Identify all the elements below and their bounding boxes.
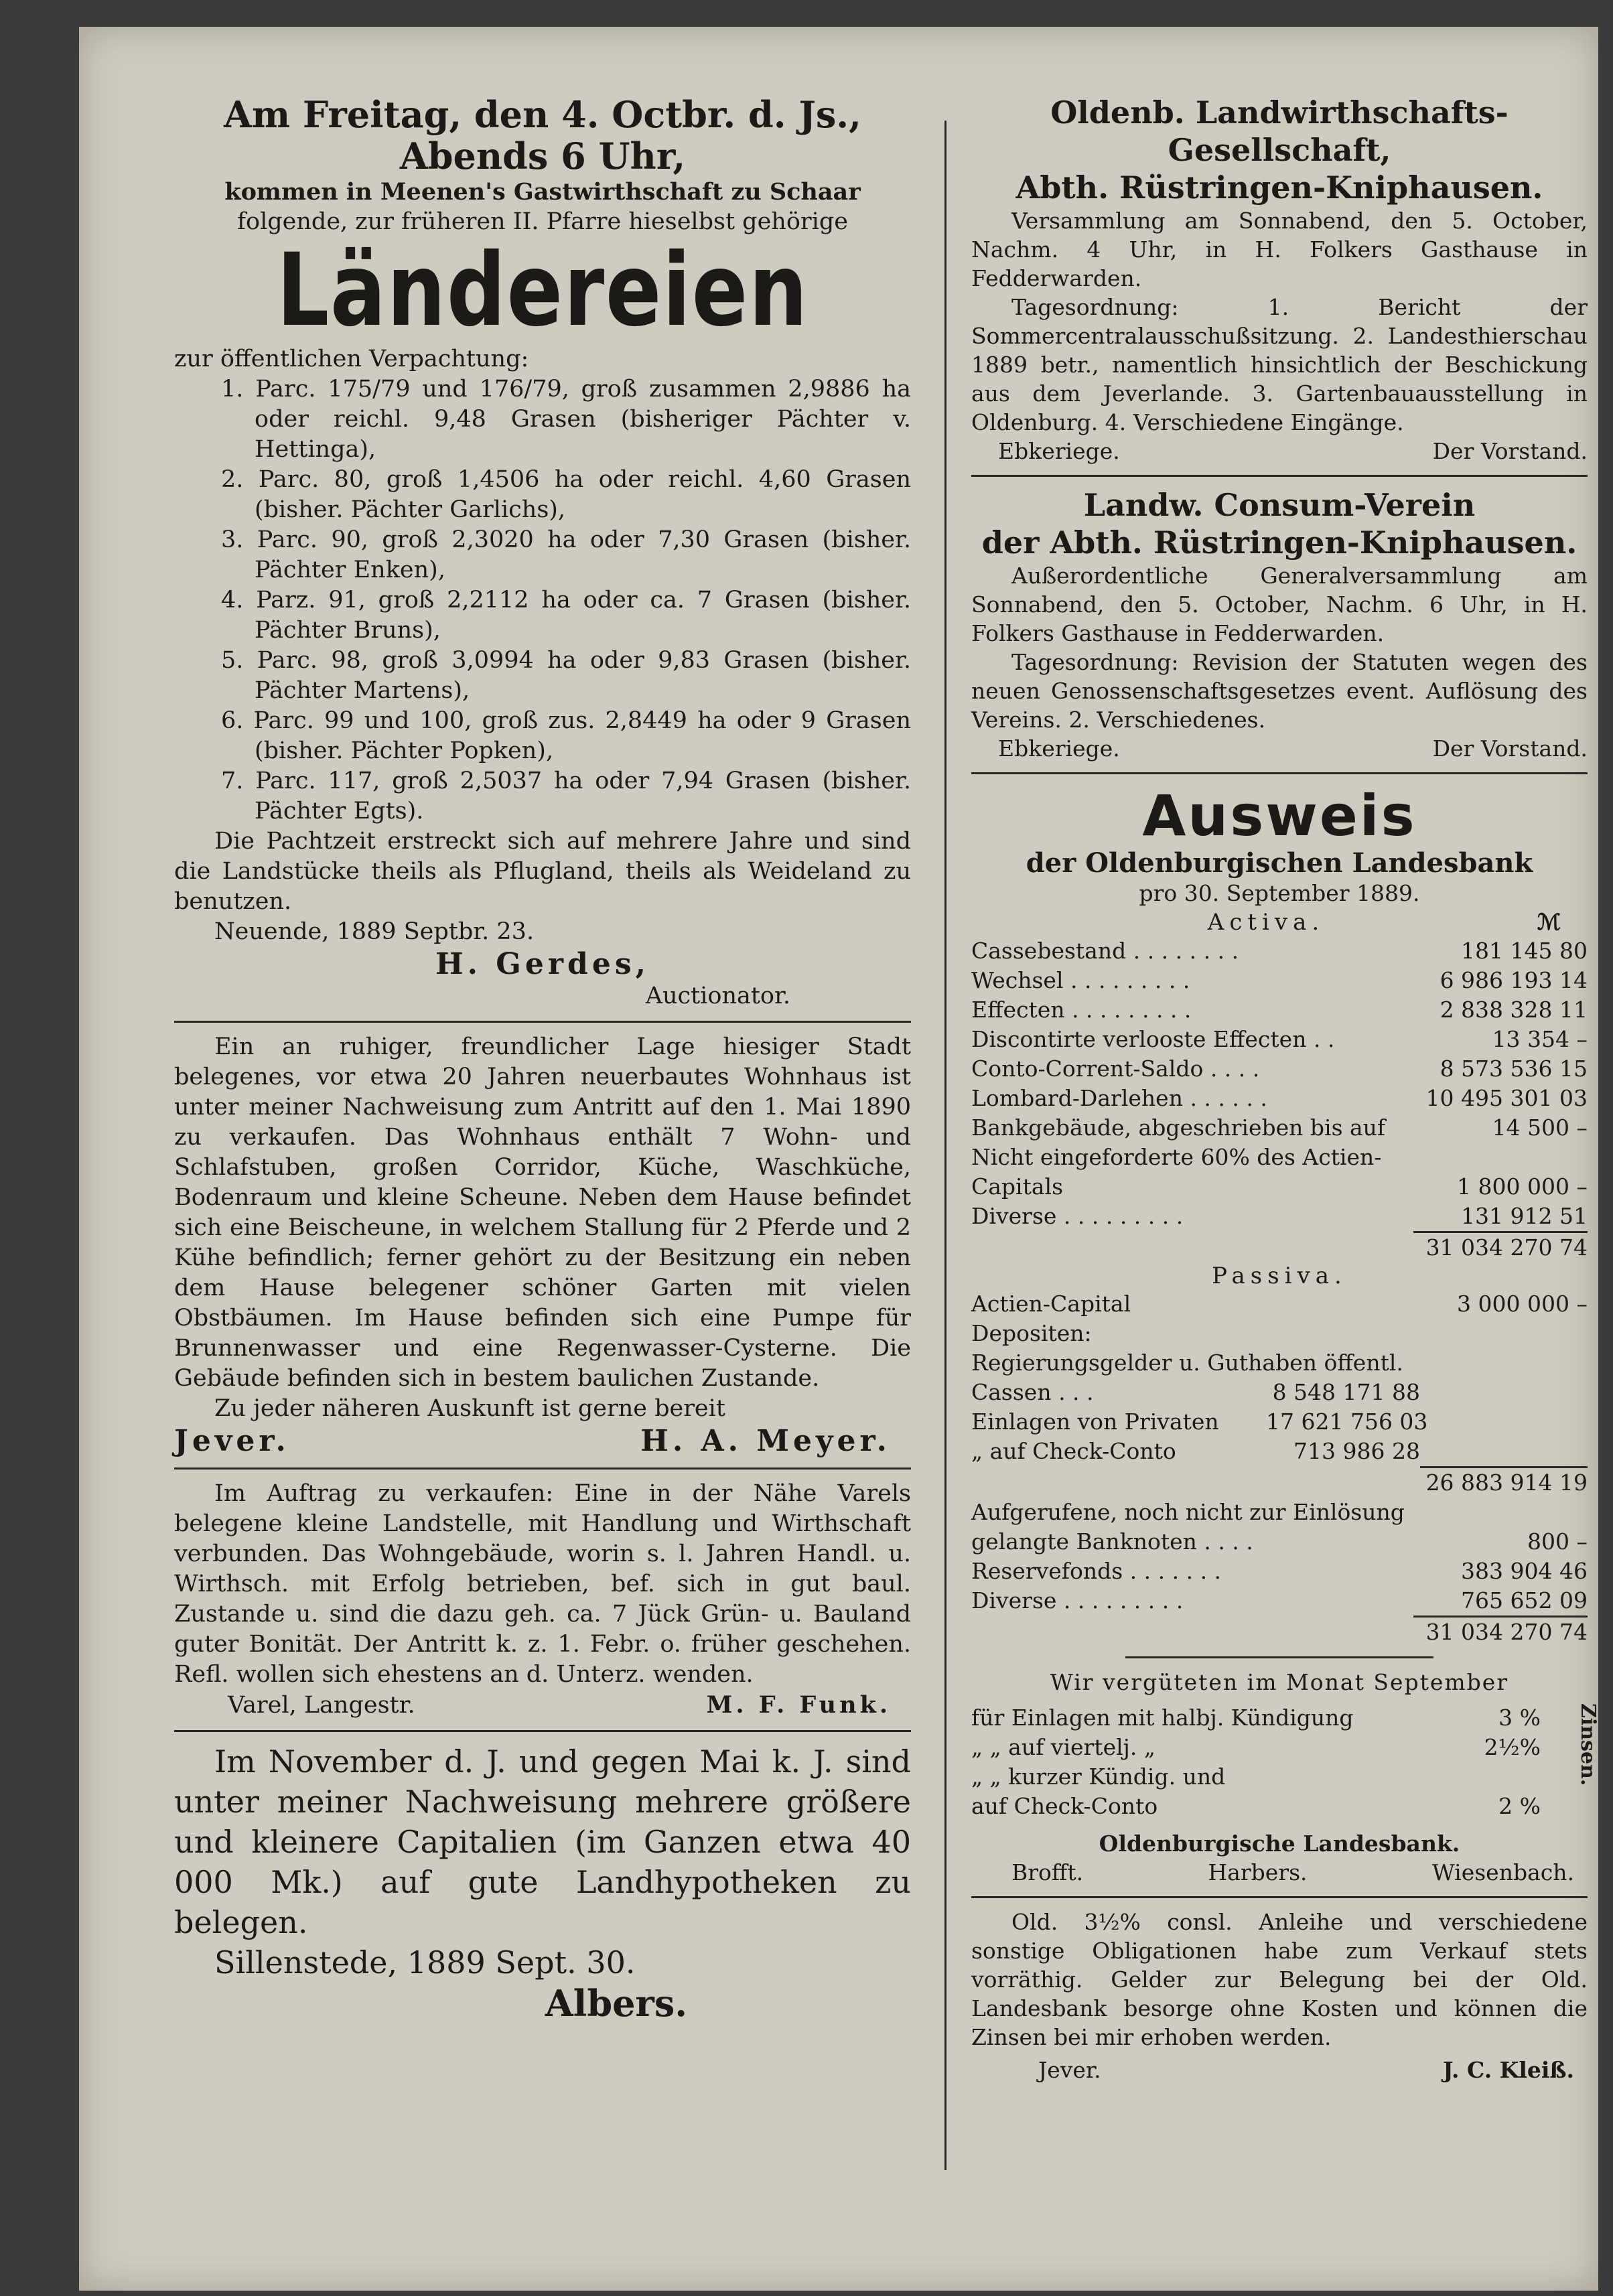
bank-signatories: [971, 1858, 1588, 1887]
row-amount: 6 986 193 14: [1440, 967, 1588, 993]
rate-value: [1467, 1762, 1541, 1792]
table-row: [971, 966, 1588, 995]
row-amount: 383 904 46: [1461, 1558, 1588, 1584]
table-row: [971, 1084, 1588, 1113]
row-amount: 800 –: [1527, 1528, 1588, 1555]
parcel-item: 7. Parc. 117, groß 2,5037 ha oder 7,94 Grasen (bisher. Pächter Egts).: [221, 768, 911, 824]
signatory-name: Wiesenbach.: [1431, 1859, 1574, 1885]
row-subamount: [1403, 1348, 1492, 1378]
ad-anleihe: [971, 1908, 1588, 2084]
table-row: [971, 1437, 1588, 1466]
ad-signer: Der Vorstand.: [1432, 735, 1588, 762]
parcel-item: 1. Parc. 175/79 und 176/79, groß zusammen 2,9886 ha oder reichl. 9,48 Grasen (bisheriger Pächter v. Hettinga),: [221, 376, 911, 463]
row-subamount: [1266, 1319, 1420, 1348]
ad-intro-line: folgende, zur früheren II. Pfarre hieselbst gehörige: [237, 208, 848, 235]
ad-headline: Ländereien: [276, 232, 809, 349]
table-row: [971, 1025, 1588, 1054]
row-subamount: [1405, 1498, 1492, 1527]
table-row: [971, 1407, 1588, 1437]
rate-row: [971, 1762, 1541, 1792]
ad-place: Ebkeriege.: [998, 735, 1120, 762]
ad-paragraph: Die Pachtzeit erstreckt sich auf mehrere Jahre und sind die Landstücke theils als Pflugland, theils als Weideland zu benutzen.: [174, 828, 911, 915]
ad-signer: H. Gerdes,: [435, 947, 650, 981]
table-row: [971, 1466, 1588, 1498]
row-label: Lombard-Darlehen . . . . . .: [971, 1085, 1267, 1111]
row-label: Diverse . . . . . . . . .: [971, 1203, 1184, 1229]
ad-signer: Der Vorstand.: [1432, 438, 1588, 464]
rate-label: „ „ kurzer Kündig. und: [971, 1764, 1226, 1790]
signatory-name: Harbers.: [1208, 1859, 1308, 1885]
ad-signer: H. A. Meyer.: [640, 1424, 891, 1458]
ad-place: Jever.: [174, 1424, 290, 1458]
table-row: [971, 1378, 1588, 1407]
table-row: [971, 1202, 1588, 1231]
row-subamount: [1266, 1466, 1420, 1498]
parcel-item: 2. Parc. 80, groß 1,4506 ha oder reichl. 4,60 Grasen (bisher. Pächter Garlichs),: [221, 466, 911, 523]
column-divider: [944, 121, 946, 2170]
rates-heading: Wir vergüteten im Monat September: [1050, 1669, 1509, 1695]
rate-value: 2½%: [1484, 1734, 1541, 1760]
row-amount: [1492, 1348, 1588, 1378]
row-subamount: [1266, 1289, 1420, 1319]
ad-place: Ebkeriege.: [998, 438, 1120, 464]
table-row: [971, 1348, 1588, 1378]
row-amount: 2 838 328 11: [1440, 997, 1588, 1023]
row-subamount: [1266, 1527, 1420, 1557]
rate-row: [971, 1703, 1541, 1733]
row-label: Effecten . . . . . . . . .: [971, 997, 1192, 1023]
ad-heading: Landw. Consum-Verein: [1083, 487, 1476, 523]
ad-wohnhaus: [174, 1032, 911, 1458]
ad-paragraph: Old. 3½% consl. Anleihe und verschiedene sonstige Obligationen habe zum Verkauf stets vorräthig. Gelder zur Belegung bei der Old. Landesbank besorge ohne Kosten und können die Zinsen bei mir erhoben werden.: [971, 1909, 1588, 2050]
table-row: [971, 1143, 1588, 1172]
row-amount: 1 800 000 –: [1457, 1173, 1588, 1200]
statement-title: Ausweis: [1142, 783, 1417, 849]
ad-place: Jever.: [1038, 2057, 1101, 2083]
ad-footer: [174, 1424, 911, 1458]
rate-label: „ „ auf viertelj. „: [971, 1734, 1155, 1760]
ad-place-date: Neuende, 1889 Septbr. 23.: [214, 918, 535, 945]
currency-label: ℳ: [1537, 909, 1561, 935]
row-label: [971, 1466, 1266, 1498]
row-amount: 131 912 51: [1461, 1203, 1588, 1229]
ad-paragraph: Versammlung am Sonnabend, den 5. October, Nachm. 4 Uhr, in H. Folkers Gasthause in Fedderwarden.: [971, 208, 1588, 291]
row-label: Wechsel . . . . . . . . .: [971, 967, 1190, 993]
table-row: [971, 1557, 1588, 1586]
ad-signer: J. C. Kleiß.: [1442, 2057, 1574, 2083]
row-label: Bankgebäude, abgeschrieben bis auf: [971, 1115, 1386, 1141]
row-amount: [1420, 1319, 1588, 1348]
row-label: Nicht eingeforderte 60% des Actien-: [971, 1144, 1382, 1170]
row-amount: 181 145 80: [1461, 938, 1588, 964]
parcel-list: [174, 374, 911, 827]
table-row: [971, 1319, 1588, 1348]
ad-footer: [971, 734, 1588, 763]
row-amount: 3 000 000 –: [1457, 1291, 1588, 1317]
ad-separator: [971, 1896, 1588, 1898]
row-amount: [1492, 1498, 1588, 1527]
ad-paragraph: Ein an ruhiger, freundlicher Lage hiesiger Stadt belegenes, vor etwa 20 Jahren neuerbautes Wohnhaus ist unter meiner Nachweisung zum Antritt auf den 1. Mai 1890 zu verkaufen. Das Wohnhaus enthält 7 Wohn- und Schlafstuben, großen Corridor, Küche, Waschküche, Bodenraum und kleine Scheune. Neben dem Hause befindet sich eine Beischeune, in welchem Stallung für 2 Pferde und 2 Kühe befindlich; ferner gehört zu der Besitzung ein neben dem Hause belegener schöner Garten mit vielen Obstbäumen. Im Hause befinden sich eine Pumpe für Brunnenwasser und eine Regenwasser-Cysterne. Die Gebäude befinden sich in bestem baulichen Zustande.: [174, 1033, 911, 1392]
ad-capitalien: [174, 1741, 911, 2024]
row-label: Conto-Corrent-Saldo . . . .: [971, 1056, 1260, 1082]
row-subamount: 8 548 171 88: [1272, 1379, 1420, 1405]
row-subamount: [1266, 1586, 1420, 1616]
table-row: [971, 936, 1588, 966]
table-row: [971, 995, 1588, 1025]
ad-consum-verein: [971, 486, 1588, 763]
row-amount: [1420, 1378, 1588, 1407]
row-subamount: 713 986 28: [1293, 1438, 1420, 1464]
statement-date: pro 30. September 1889.: [1139, 880, 1420, 906]
bank-name: Oldenburgische Landesbank.: [1099, 1831, 1460, 1857]
rate-value: 3 %: [1498, 1705, 1541, 1731]
rate-value: 2 %: [1498, 1793, 1541, 1819]
row-label: Einlagen von Privaten: [971, 1409, 1219, 1435]
ad-separator: [174, 1730, 911, 1732]
ad-footer: [971, 2056, 1588, 2084]
activa-header: [971, 908, 1588, 936]
row-label: Depositen:: [971, 1320, 1092, 1346]
statement-subtitle: der Oldenburgischen Landesbank: [1026, 847, 1533, 879]
short-rule: [1125, 1656, 1433, 1658]
parcel-item: 6. Parc. 99 und 100, groß zus. 2,8449 ha oder 9 Grasen (bisher. Pächter Popken),: [221, 707, 911, 764]
row-subamount: [1266, 1557, 1420, 1586]
ad-signer: Albers.: [545, 1982, 688, 2025]
rate-row: [971, 1733, 1541, 1762]
passiva-total: 31 034 270 74: [1413, 1616, 1588, 1647]
ad-agenda: Tagesordnung: 1. Bericht der Sommercentralausschußsitzung. 2. Landesthierschau 1889 betr., namentlich hinsichtlich der Beschickung aus dem Jeverlande. 3. Gartenbauausstellung in Oldenburg. 4. Verschiedene Eingänge.: [971, 294, 1588, 435]
ad-time-line: Abends 6 Uhr,: [399, 135, 686, 177]
ad-heading: Oldenb. Landwirthschafts-Gesellschaft,: [1050, 94, 1509, 168]
parcel-item: 4. Parz. 91, groß 2,2112 ha oder ca. 7 Grasen (bisher. Pächter Bruns),: [221, 587, 911, 644]
signatory-name: Brofft.: [1011, 1859, 1084, 1885]
ad-agenda: Tagesordnung: Revision der Statuten wegen des neuen Genossenschaftsgesetzes event. Auflösung des Vereins. 2. Verschiedenes.: [971, 649, 1588, 733]
ad-separator: [971, 772, 1588, 774]
rates-side-label: Zinsen.: [1576, 1703, 1600, 1786]
row-label: Cassen . . .: [971, 1379, 1094, 1405]
row-label: Cassebestand . . . . . . . .: [971, 938, 1239, 964]
parcel-item: 5. Parc. 98, groß 3,0994 ha oder 9,83 Grasen (bisher. Pächter Martens),: [221, 647, 911, 704]
right-column: [971, 94, 1600, 2084]
row-label: Diverse . . . . . . . . .: [971, 1587, 1184, 1613]
ad-location-line: kommen in Meenen's Gastwirthschaft zu Schaar: [224, 178, 861, 206]
ad-subheading: Abth. Rüstringen-Kniphausen.: [1015, 169, 1543, 206]
row-label: „ auf Check-Conto: [971, 1438, 1176, 1464]
table-row: [971, 1586, 1588, 1616]
ad-separator: [971, 475, 1588, 477]
table-row: [971, 1289, 1588, 1319]
row-label: Reservefonds . . . . . . .: [971, 1558, 1222, 1584]
row-label: Discontirte verlooste Effecten . .: [971, 1026, 1335, 1052]
parcel-item: 3. Parc. 90, groß 2,3020 ha oder 7,30 Grasen (bisher. Pächter Enken),: [221, 526, 911, 583]
ad-landstelle: [174, 1479, 911, 1721]
row-amount: [1420, 1407, 1588, 1437]
ad-footer: [971, 437, 1588, 465]
ad-paragraph: Im November d. J. und gegen Mai k. J. sind unter meiner Nachweisung mehrere größere und kleinere Capitalien (im Ganzen etwa 40 000 Mk.) auf gute Landhypotheken zu belegen.: [174, 1743, 911, 1940]
rate-label: für Einlagen mit halbj. Kündigung: [971, 1705, 1354, 1731]
row-amount: 13 354 –: [1492, 1026, 1588, 1052]
row-label: Capitals: [971, 1173, 1064, 1200]
ad-line: Zu jeder näheren Auskunft ist gerne bereit: [214, 1395, 725, 1422]
table-row: [971, 1113, 1588, 1143]
table-row: [971, 1054, 1588, 1084]
ad-landwirthschafts-gesellschaft: [971, 94, 1588, 465]
activa-table: [971, 936, 1588, 1263]
ad-signer: M. F. Funk.: [706, 1691, 891, 1719]
row-label: Aufgerufene, noch nicht zur Einlösung: [971, 1499, 1405, 1525]
row-amount: 765 652 09: [1461, 1587, 1588, 1613]
row-amount: [1420, 1437, 1588, 1466]
ad-place: Varel, Langestr.: [228, 1692, 415, 1719]
ad-subheading: der Abth. Rüstringen-Kniphausen.: [981, 524, 1577, 561]
row-subamount: 17 621 756 03: [1266, 1409, 1428, 1435]
row-label: Regierungsgelder u. Guthaben öffentl.: [971, 1350, 1403, 1376]
rate-label: auf Check-Conto: [971, 1793, 1158, 1819]
table-row: [971, 1527, 1588, 1557]
rates-block: [971, 1703, 1600, 1821]
ad-separator: [174, 1467, 911, 1469]
row-amount: 8 573 536 15: [1440, 1056, 1588, 1082]
row-amount: 14 500 –: [1492, 1115, 1588, 1141]
table-row: [971, 1172, 1588, 1202]
ad-subtitle: zur öffentlichen Verpachtung:: [174, 346, 529, 372]
ad-place-date: Sillenstede, 1889 Sept. 30.: [214, 1944, 636, 1981]
row-amount: [1420, 1143, 1588, 1172]
passiva-table: [971, 1289, 1588, 1647]
ad-date-line: Am Freitag, den 4. Octbr. d. Js.,: [224, 93, 861, 136]
row-amount: 26 883 914 19: [1420, 1466, 1588, 1498]
table-row: [971, 1498, 1588, 1527]
passiva-label: Passiva.: [1212, 1263, 1347, 1289]
ausweis-statement: [971, 783, 1600, 1887]
rate-row: [971, 1792, 1541, 1821]
ad-laendereien: [174, 94, 911, 1011]
activa-label: Activa.: [1207, 909, 1325, 936]
ad-paragraph: Im Auftrag zu verkaufen: Eine in der Nähe Varels belegene kleine Landstelle, mit Handlung und Wirthschaft verbunden. Das Wohngebäude, worin s. l. Jahren Handl. u. Wirthsch. mit Erfolg betrieben, bef. sich in gut baul. Zustande u. sind die dazu geh. ca. 7 Jück Grün- u. Bauland guter Bonität. Der Antritt k. z. 1. Febr. o. früher geschehen. Refl. wollen sich ehestens an d. Unterz. wenden.: [174, 1480, 911, 1688]
row-label: gelangte Banknoten . . . .: [971, 1528, 1253, 1555]
row-label: Actien-Capital: [971, 1291, 1131, 1317]
row-amount: 10 495 301 03: [1425, 1085, 1588, 1111]
ad-footer: [174, 1690, 911, 1721]
left-column: [174, 94, 911, 2024]
ad-signer-role: Auctionator.: [645, 983, 790, 1009]
ad-separator: [174, 1021, 911, 1023]
ad-paragraph: Außerordentliche Generalversammlung am Sonnabend, den 5. October, Nachm. 6 Uhr, in H. Folkers Gasthause in Fedderwarden.: [971, 563, 1588, 646]
activa-total: 31 034 270 74: [1413, 1231, 1588, 1263]
